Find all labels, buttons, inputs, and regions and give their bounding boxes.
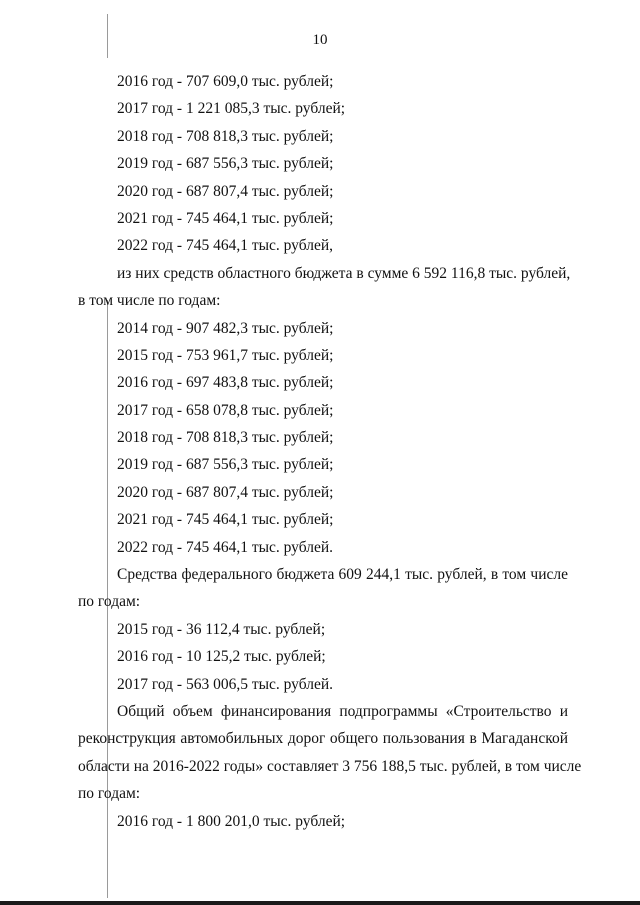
- text-line: 2020 год - 687 807,4 тыс. рублей;: [117, 483, 334, 501]
- text-line: в том числе по годам:: [78, 292, 221, 310]
- text-line: 2019 год - 687 556,3 тыс. рублей;: [117, 155, 334, 173]
- text-line: 2016 год - 1 800 201,0 тыс. рублей;: [117, 812, 346, 830]
- paragraph-first-line: Общий объем финансирования подпрограммы «Строительство и: [117, 702, 568, 720]
- text-line: 2016 год - 697 483,8 тыс. рублей;: [117, 374, 334, 392]
- text-line: по годам:: [78, 593, 141, 611]
- text-line: 2019 год - 687 556,3 тыс. рублей;: [117, 456, 334, 474]
- paragraph-first-line: Средства федерального бюджета 609 244,1 тыс. рублей, в том числе: [117, 566, 568, 584]
- text-line: 2020 год - 687 807,4 тыс. рублей;: [117, 182, 334, 200]
- text-line: 2017 год - 563 006,5 тыс. рублей.: [117, 675, 334, 693]
- text-line: области на 2016-2022 годы» составляет 3 756 188,5 тыс. рублей, в том числе: [78, 757, 582, 775]
- scan-bottom-edge: [0, 901, 640, 905]
- text-line: 2014 год - 907 482,3 тыс. рублей;: [117, 319, 334, 337]
- text-line: реконструкция автомобильных дорог общего пользования в Магаданской: [78, 730, 568, 748]
- page-number: 10: [312, 32, 328, 48]
- text-line: 2022 год - 745 464,1 тыс. рублей,: [117, 237, 334, 255]
- paragraph-first-line: из них средств областного бюджета в сумме 6 592 116,8 тыс. рублей,: [117, 264, 571, 282]
- text-line: 2015 год - 36 112,4 тыс. рублей;: [117, 620, 326, 638]
- text-line: 2021 год - 745 464,1 тыс. рублей;: [117, 209, 334, 227]
- text-line: 2021 год - 745 464,1 тыс. рублей;: [117, 511, 334, 529]
- text-line: 2018 год - 708 818,3 тыс. рублей;: [117, 429, 334, 447]
- text-line: 2017 год - 658 078,8 тыс. рублей;: [117, 401, 334, 419]
- text-line: по годам:: [78, 785, 141, 803]
- text-line: 2015 год - 753 961,7 тыс. рублей;: [117, 346, 334, 364]
- text-line: 2016 год - 10 125,2 тыс. рублей;: [117, 648, 326, 666]
- text-line: 2018 год - 708 818,3 тыс. рублей;: [117, 127, 334, 145]
- document-body: [78, 68, 582, 835]
- text-line: 2017 год - 1 221 085,3 тыс. рублей;: [117, 100, 346, 118]
- text-line: 2016 год - 707 609,0 тыс. рублей;: [117, 73, 334, 90]
- text-line: 2022 год - 745 464,1 тыс. рублей.: [117, 538, 334, 556]
